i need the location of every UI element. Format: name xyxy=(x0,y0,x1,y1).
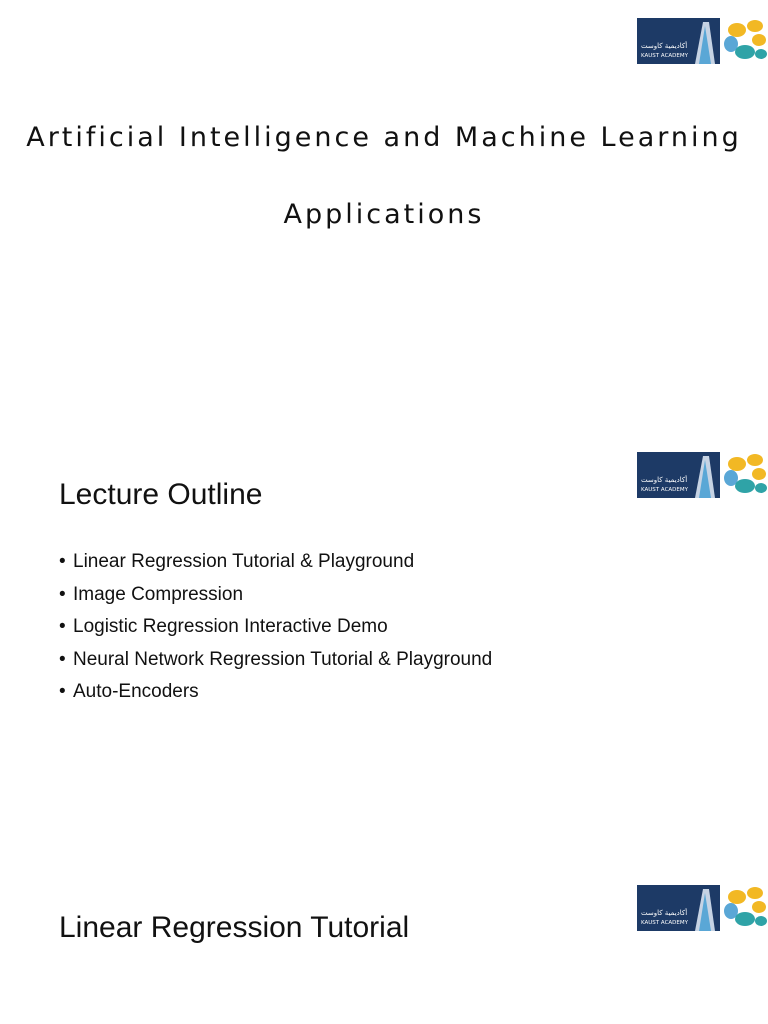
list-item: • Neural Network Regression Tutorial & Playground xyxy=(59,648,493,670)
svg-text:KAUST ACADEMY: KAUST ACADEMY xyxy=(641,53,688,59)
slide-heading: Linear Regression Tutorial xyxy=(59,911,410,944)
svg-text:أكاديمية كاوست: أكاديمية كاوست xyxy=(641,909,688,917)
svg-text:أكاديمية كاوست: أكاديمية كاوست xyxy=(641,42,688,50)
kaust-academy-logo xyxy=(637,16,767,66)
svg-text:أكاديمية كاوست: أكاديمية كاوست xyxy=(641,476,688,484)
slide-heading: Lecture Outline xyxy=(59,478,263,511)
slide-title-line-2: Applications xyxy=(283,199,485,230)
slide-title-line-1: Artificial Intelligence and Machine Learning xyxy=(26,122,742,153)
svg-text:KAUST ACADEMY: KAUST ACADEMY xyxy=(641,920,688,926)
list-item: • Auto-Encoders xyxy=(59,681,199,702)
list-item: • Linear Regression Tutorial & Playground xyxy=(59,551,415,572)
kaust-academy-logo xyxy=(637,883,767,933)
outline-list xyxy=(59,546,492,709)
list-item: • Image Compression xyxy=(59,583,244,605)
list-item: • Logistic Regression Interactive Demo xyxy=(59,616,388,637)
kaust-academy-logo xyxy=(637,450,767,500)
svg-text:KAUST ACADEMY: KAUST ACADEMY xyxy=(641,487,688,493)
